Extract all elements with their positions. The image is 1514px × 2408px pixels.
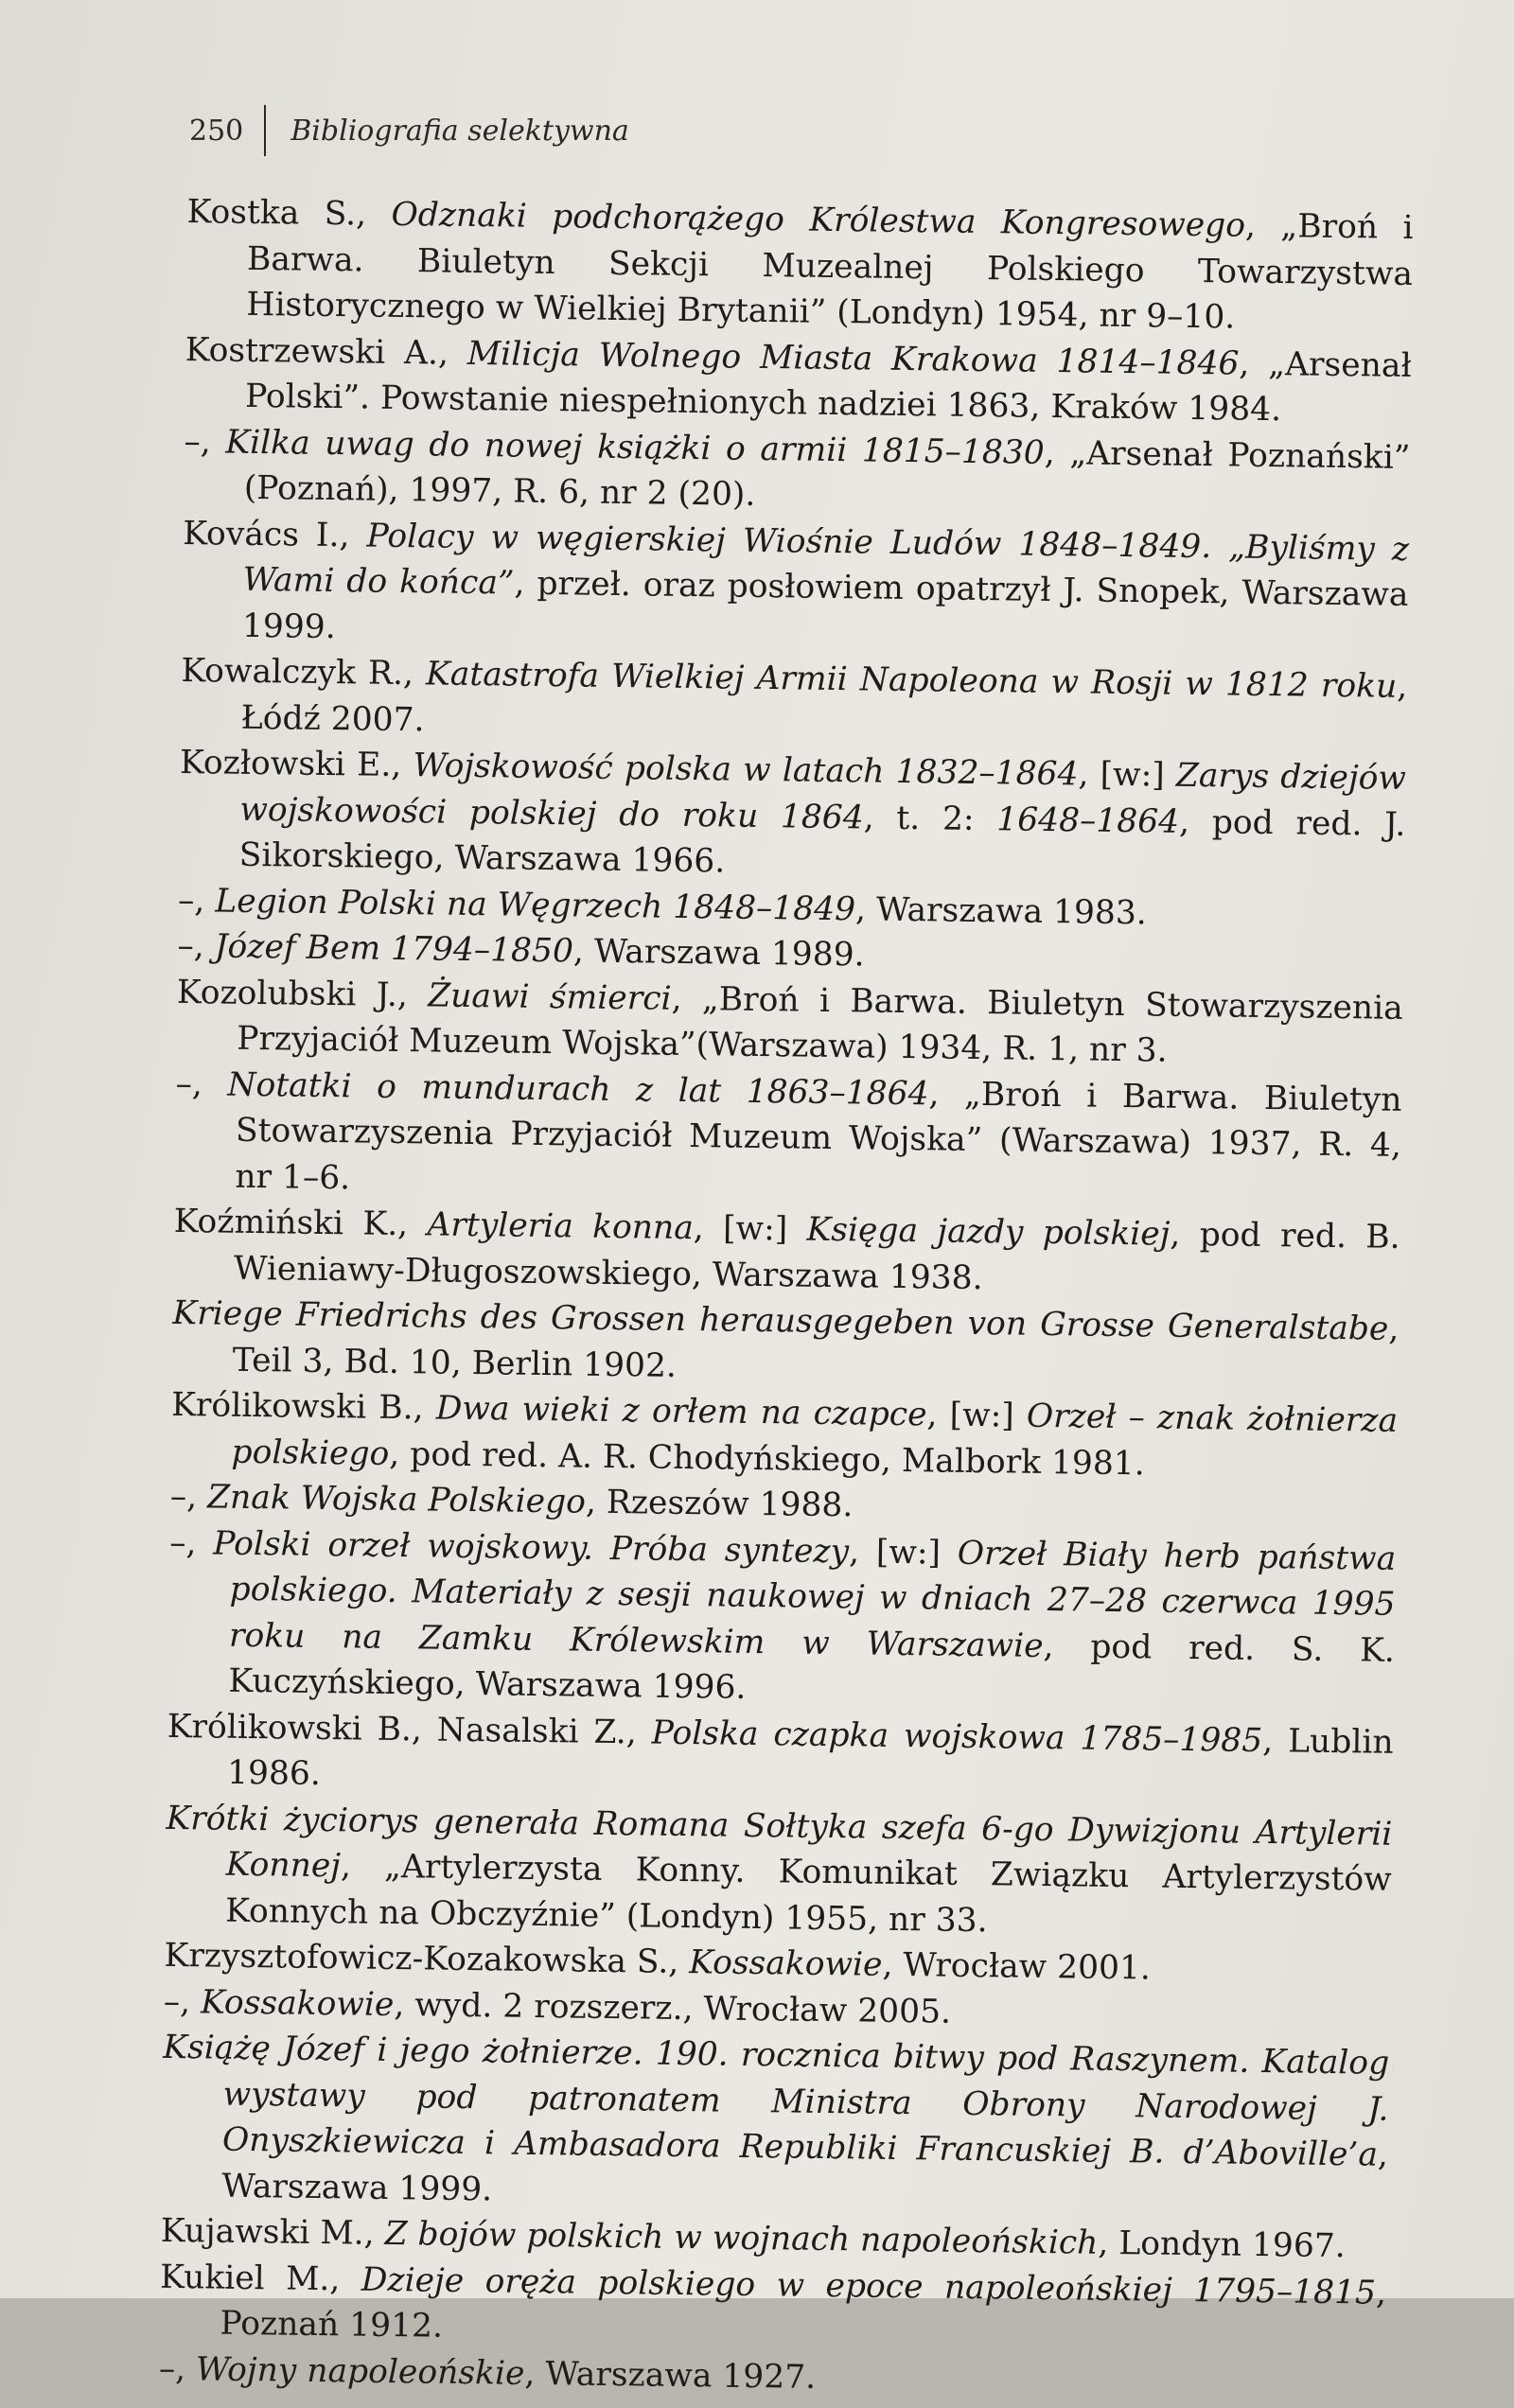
- entry-text-segment: Kozolubski J.,: [176, 973, 429, 1014]
- entry-title-segment: Zarys dziejów wojskowości polskiej do roku 1864: [239, 756, 1407, 836]
- entry-title-segment: Odznaki podchorążego Królestwa Kongresowego: [391, 195, 1246, 245]
- page-header: [189, 102, 629, 159]
- entry-title-segment: Znak Wojska Polskiego: [206, 1478, 587, 1521]
- bibliography-entry: [178, 740, 1406, 893]
- entry-text-segment: Kostrzewski A.,: [185, 330, 468, 373]
- entry-title-segment: Polska czapka wojskowa 1785–1985: [651, 1714, 1263, 1760]
- entry-text-segment: , [w:]: [693, 1209, 807, 1249]
- entry-text-segment: –,: [177, 926, 215, 966]
- bibliography-entry: [171, 1291, 1399, 1398]
- entry-title-segment: Artyleria konna: [427, 1205, 695, 1248]
- entry-text-segment: , [w:]: [926, 1396, 1028, 1435]
- entry-text-segment: , „Arsenał Polski”. Powstanie niespełnionych nadziei 1863, Kraków 1984.: [244, 344, 1412, 430]
- entry-text-segment: –,: [158, 2349, 197, 2388]
- bibliography-entry: [184, 418, 1411, 526]
- entry-title-segment: Kilka uwag do nowej książki o armii 1815–1830: [225, 423, 1046, 472]
- page-number: 250: [189, 114, 244, 148]
- bibliography-entry: [167, 1703, 1394, 1811]
- running-title: Bibliografia selektywna: [290, 114, 629, 148]
- bibliography-entry: [182, 510, 1410, 663]
- entry-text-segment: , Warszawa 1927.: [524, 2354, 817, 2397]
- entry-text-segment: , „Broń i Barwa. Biuletyn Stowarzyszenia Przyjaciół Muzeum Wojska” (Warszawa) 1937, R. 4, nr 1–6.: [235, 1074, 1402, 1197]
- bibliography-entry: [165, 1795, 1393, 1948]
- entry-text-segment: , Łódź 2007.: [240, 667, 1408, 739]
- entry-text-segment: , wyd. 2 rozszerz., Wrocław 2005.: [394, 1985, 952, 2031]
- entry-text-segment: , Poznań 1912.: [220, 2274, 1387, 2346]
- bibliography-entry: [174, 1061, 1402, 1214]
- entry-text-segment: , Teil 3, Bd. 10, Berlin 1902.: [232, 1309, 1400, 1385]
- entry-title-segment: Polacy w węgierskiej Wiośnie Ludów 1848–1849. „Byliśmy z Wami do końca”: [242, 517, 1410, 603]
- entry-title-segment: Milicja Wolnego Miasta Krakowa 1814–1846: [467, 334, 1240, 383]
- entry-title-segment: Z bojów polskich w wojnach napoleońskich: [384, 2214, 1099, 2262]
- bibliography-list: [159, 189, 1414, 2408]
- entry-text-segment: –,: [163, 1982, 202, 2021]
- bibliography-entry: [159, 2254, 1386, 2362]
- entry-title-segment: Józef Bem 1794–1850: [214, 927, 574, 971]
- entry-text-segment: Kujawski M.,: [160, 2211, 385, 2253]
- entry-text-segment: –,: [184, 422, 226, 462]
- entry-title-segment: Kossakowie: [688, 1943, 883, 1984]
- bibliography-entry: [180, 648, 1407, 756]
- entry-title-segment: Polski orzeł wojskowy. Próba syntezy: [213, 1523, 850, 1571]
- entry-text-segment: Krzysztofowicz-Kozakowska S.,: [164, 1936, 690, 1982]
- entry-text-segment: , „Artylerzysta Konny. Komunikat Związku Artylerzystów Konnych na Obczyźnie” (Londyn) 1955, nr 33.: [224, 1847, 1392, 1940]
- entry-text-segment: Kostka S.,: [186, 192, 392, 234]
- bibliography-entry: [176, 969, 1403, 1077]
- entry-text-segment: Królikowski B.,: [170, 1385, 436, 1428]
- entry-title-segment: Dzieje oręża polskiego w epoce napoleońskiej 1795–1815: [361, 2260, 1377, 2312]
- bibliography-entry: [185, 326, 1412, 434]
- entry-text-segment: , Wrocław 2001.: [882, 1945, 1152, 1988]
- entry-text-segment: , [w:]: [848, 1532, 959, 1573]
- entry-title-segment: Orzeł – znak żołnierza polskiego: [231, 1397, 1399, 1473]
- entry-title-segment: Orzeł Biały herb państwa polskiego. Materiały z sesji naukowej w dniach 27–28 czerwca 1995 roku na Zamku Królewskim w Warszawie: [228, 1534, 1397, 1665]
- bibliography-entry: [170, 1382, 1398, 1490]
- entry-text-segment: Kozłowski E.,: [179, 743, 414, 785]
- entry-text-segment: , Rzeszów 1988.: [585, 1483, 854, 1525]
- entry-text-segment: , Warszawa 1989.: [572, 932, 865, 975]
- entry-title-segment: 1648–1864: [996, 800, 1180, 841]
- entry-title-segment: Legion Polski na Węgrzech 1848–1849: [215, 881, 856, 928]
- entry-text-segment: , Lublin 1986.: [226, 1721, 1394, 1793]
- entry-title-segment: Kossakowie: [200, 1982, 395, 2024]
- entry-title-segment: Wojskowość polska w latach 1832–1864: [413, 747, 1079, 794]
- entry-text-segment: , Warszawa 1983.: [854, 889, 1148, 932]
- entry-text-segment: , „Broń i Barwa. Biuletyn Sekcji Muzealnej Polskiego Towarzystwa Historycznego w Wielkiej Brytanii” (Londyn) 1954, nr 9–10.: [246, 206, 1414, 337]
- entry-text-segment: , pod red. B. Wieniawy-Długoszowskiego, Warszawa 1938.: [233, 1215, 1400, 1297]
- entry-text-segment: Kovács I.,: [182, 514, 367, 555]
- bibliography-entry: [167, 1520, 1396, 1719]
- entry-text-segment: , pod red. J. Sikorskiego, Warszawa 1966.: [238, 802, 1406, 881]
- entry-text-segment: , Londyn 1967.: [1098, 2223, 1347, 2266]
- entry-title-segment: Księga jazdy polskiej: [806, 1210, 1171, 1254]
- entry-text-segment: , [w:]: [1078, 755, 1177, 795]
- entry-text-segment: , pod red. S. K. Kuczyńskiego, Warszawa 1996.: [228, 1626, 1396, 1707]
- entry-text-segment: Kowalczyk R.,: [181, 651, 427, 694]
- entry-text-segment: Królikowski B., Nasalski Z.,: [167, 1707, 652, 1752]
- entry-text-segment: , t. 2:: [863, 798, 997, 838]
- entry-text-segment: Kukiel M.,: [159, 2258, 362, 2299]
- entry-text-segment: Koźmiński K.,: [173, 1202, 428, 1244]
- entry-title-segment: Wojny napoleońskie: [195, 2349, 525, 2393]
- entry-text-segment: , Warszawa 1999.: [221, 2136, 1389, 2208]
- entry-text-segment: –,: [177, 881, 216, 920]
- entry-title-segment: Żuawi śmierci: [427, 976, 672, 1018]
- entry-title-segment: Krótki życiorys generała Romana Sołtyka szefa 6-go Dywizjonu Artylerii Konnej: [166, 1799, 1393, 1886]
- entry-text-segment: , „Arsenał Poznański” (Poznań), 1997, R. 6, nr 2 (20).: [243, 433, 1411, 514]
- bibliography-entry: [185, 189, 1414, 343]
- entry-text-segment: –,: [175, 1064, 228, 1104]
- entry-title-segment: Książę Józef i jego żołnierze. 190. rocznica bitwy pod Raszynem. Katalog wystawy pod patronatem Ministra Obrony Narodowej J. Onyszkiewicza i Ambasadora Republiki Francuskiej B. d’Aboville’a: [163, 2028, 1390, 2174]
- entry-text-segment: , pod red. A. R. Chodyńskiego, Malbork 1981.: [389, 1434, 1146, 1483]
- entry-title-segment: Notatki o mundurach z lat 1863–1864: [227, 1065, 929, 1113]
- bibliography-entry: [173, 1199, 1400, 1307]
- entry-title-segment: Dwa wieki z orłem na czapce: [435, 1389, 927, 1434]
- entry-text-segment: , przeł. oraz posłowiem opatrzył J. Snopek, Warszawa 1999.: [241, 564, 1409, 646]
- bibliography-entry: [161, 2025, 1389, 2224]
- entry-text-segment: –,: [169, 1523, 214, 1562]
- entry-title-segment: Kriege Friedrichs des Grossen herausgegeben von Grosse Generalstabe: [172, 1293, 1389, 1348]
- entry-text-segment: , „Broń i Barwa. Biuletyn Stowarzyszenia Przyjaciół Muzeum Wojska”(Warszawa) 1934, R. 1, nr 3.: [236, 979, 1404, 1070]
- entry-title-segment: Katastrofa Wielkiej Armii Napoleona w Rosji w 1812 roku: [425, 655, 1398, 706]
- entry-text-segment: –,: [169, 1477, 208, 1517]
